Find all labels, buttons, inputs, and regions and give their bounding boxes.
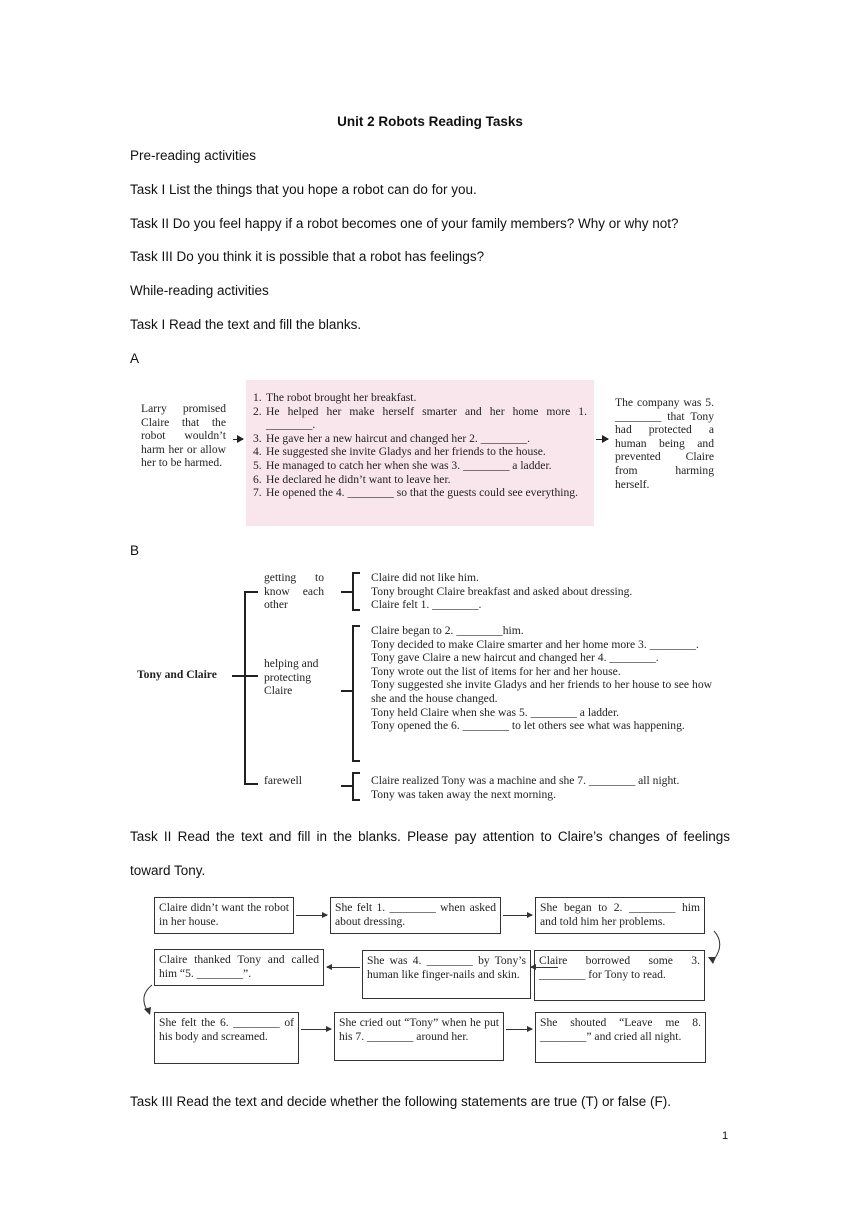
flow-box-1: Claire didn’t want the robot in her house. [154, 897, 294, 934]
tree-bracket [244, 591, 246, 784]
task2-instruction: Task II Read the text and fill in the blanks. Please pay attention to Claire’s changes of feelings toward Tony. [130, 829, 730, 878]
arrow-icon [596, 439, 608, 440]
part-a-item: 6. He declared he didn’t want to leave her. [253, 472, 451, 486]
pre-reading-heading: Pre-reading activities [130, 148, 257, 163]
branch-item: Tony was taken away the next morning. [371, 787, 556, 801]
part-a-item: 3. He gave her a new haircut and changed her 2. ________. [253, 431, 530, 445]
flow-box-3: She began to 2. ________ him and told him her problems. [535, 897, 705, 934]
tree-connector [244, 783, 258, 785]
section-b-label: B [130, 543, 140, 558]
branch-item: Tony decided to make Claire smarter and her home more 3. ________. [371, 637, 699, 651]
bracket-tick [352, 799, 360, 801]
section-a-label: A [130, 351, 140, 366]
pre-task-1: Task I List the things that you hope a robot can do for you. [130, 182, 477, 197]
bracket-line [352, 772, 354, 801]
page-number: 1 [722, 1130, 729, 1142]
pre-task-2: Task II Do you feel happy if a robot becomes one of your family members? Why or why not? [130, 216, 679, 231]
tree-connector [244, 591, 258, 593]
bracket-line [352, 625, 354, 762]
branch-item: Tony wrote out the list of items for her and her house. [371, 664, 621, 678]
pre-task-3: Task III Do you think it is possible that a robot has feelings? [130, 249, 485, 264]
bracket-line [352, 572, 354, 611]
bracket-tick [352, 572, 360, 574]
tree-connector [244, 675, 258, 677]
branch-item: Claire began to 2. ________him. [371, 624, 524, 637]
arrow-left-icon [531, 967, 558, 968]
branch-item: Tony brought Claire breakfast and asked about dressing. [371, 584, 633, 598]
part-a-item: 2. He helped her make herself smarter and her home more 1. ________. [253, 404, 587, 432]
part-a-right-text: The company was 5. ________ that Tony had protected a human being and prevented Claire from harming herself. [615, 396, 714, 491]
arrow-right-icon [503, 915, 532, 916]
flow-box-4: Claire borrowed some 3. ________ for Tony to read. [534, 950, 705, 1001]
branch-items-getting-to-know [371, 571, 715, 612]
task3-instruction: Task III Read the text and decide whether the following statements are true (T) or false (F). [130, 1094, 672, 1109]
bracket-tick [352, 625, 360, 627]
flow-box-6: Claire thanked Tony and called him “5. ________”. [154, 949, 324, 986]
branch-item: Tony held Claire when she was 5. ________ a ladder. [371, 705, 620, 719]
part-a-item: 5. He managed to catch her when she was 3. ________ a ladder. [253, 458, 552, 472]
part-a-item-box [246, 380, 594, 526]
arrow-right-icon [301, 1029, 331, 1030]
arrow-right-icon [506, 1029, 532, 1030]
branch-label-farewell: farewell [264, 774, 302, 787]
branch-label-helping: helping and protecting Claire [264, 657, 319, 698]
flow-box-2: She felt 1. ________ when asked about dressing. [330, 897, 501, 934]
branch-items-farewell [371, 774, 721, 801]
while-reading-heading: While-reading activities [130, 283, 269, 298]
branch-label-getting-to-know: getting to know each other [264, 571, 324, 612]
tree-root: Tony and Claire [137, 668, 217, 681]
branch-item: Claire realized Tony was a machine and she 7. ________ all night. [371, 774, 680, 787]
branch-item: Tony opened the 6. ________ to let others see what was happening. [371, 719, 685, 733]
task1-instruction: Task I Read the text and fill the blanks. [130, 317, 362, 332]
part-a-item: 7. He opened the 4. ________ so that the guests could see everything. [253, 486, 578, 500]
bracket-tick [352, 772, 360, 774]
bracket-tick [352, 609, 360, 611]
part-a-item: 1. The robot brought her breakfast. [253, 391, 417, 404]
flow-box-9: She shouted “Leave me 8. ________” and cried all night. [535, 1012, 706, 1063]
bracket-tick [352, 760, 360, 762]
part-a-left-text: Larry promised Claire that the robot wouldn’t harm her or allow her to be harmed. [141, 402, 226, 470]
page-title: Unit 2 Robots Reading Tasks [337, 114, 523, 129]
flow-box-5: She was 4. ________ by Tony’s human like finger-nails and skin. [362, 950, 531, 999]
branch-item: Claire felt 1. ________. [371, 598, 482, 612]
branch-item: Tony suggested she invite Gladys and her friends to her house to see how she and the house changed. [371, 678, 712, 705]
flow-box-7: She felt the 6. ________ of his body and screamed. [154, 1012, 299, 1064]
arrow-left-icon [327, 967, 360, 968]
branch-items-helping [371, 624, 712, 733]
arrow-right-icon [296, 915, 327, 916]
flow-box-8: She cried out “Tony” when he put his 7. ________ around her. [334, 1012, 504, 1061]
branch-item: Tony gave Claire a new haircut and changed her 4. ________. [371, 651, 659, 665]
branch-item: Claire did not like him. [371, 571, 479, 584]
part-a-item: 4. He suggested she invite Gladys and her friends to the house. [253, 445, 546, 459]
arrow-icon [233, 439, 243, 440]
